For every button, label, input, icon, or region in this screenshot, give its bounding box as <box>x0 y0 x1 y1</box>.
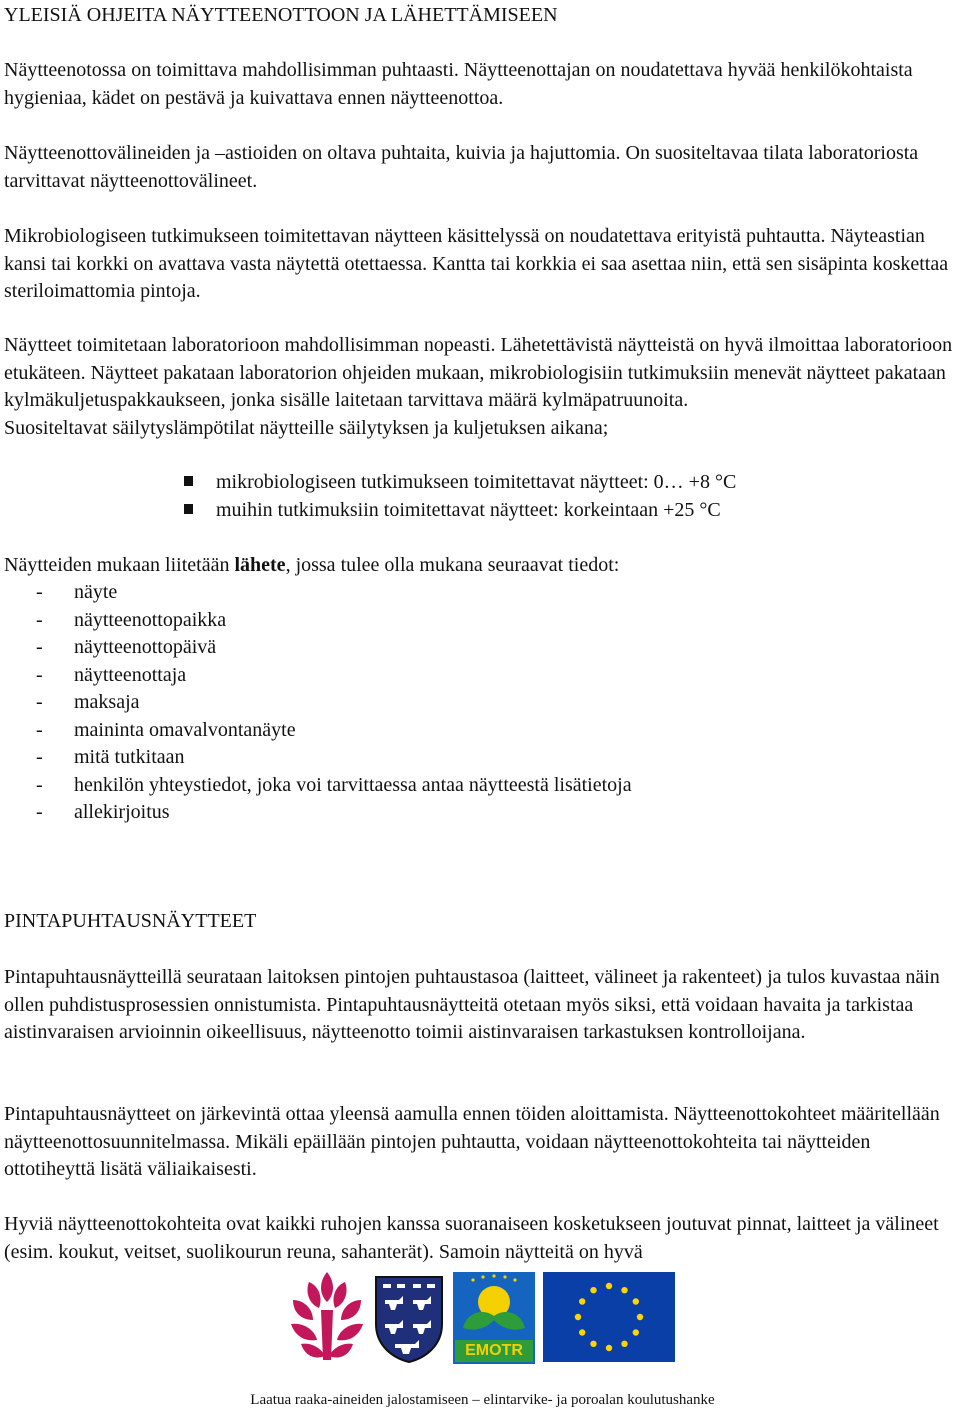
list-item: - henkilön yhteystiedot, joka voi tarvittaessa antaa näytteestä lisätietoja <box>36 773 632 796</box>
list-item-text: näytteenottopaikka <box>74 608 227 631</box>
list-item: mikrobiologiseen tutkimukseen toimitettavat näytteet: 0… +8 °C <box>4 469 958 497</box>
list-item-text: allekirjoitus <box>74 801 170 823</box>
list-item: - näytteenottaja <box>36 663 187 686</box>
list-item: - näytteenottopaikka <box>36 608 227 631</box>
paragraph-equipment: Näytteenottovälineiden ja –astioiden on oltava puhtaita, kuivia ja hajuttomia. On suositeltavaa tilata laboratoriosta tarvittavat näytteenottovälineet. <box>4 142 919 192</box>
referral-list <box>4 579 958 827</box>
paragraph-delivery-text: Näytteet toimitetaan laboratorioon mahdollisimman nopeasti. Lähetettävistä näytteistä on hyvä ilmoittaa laboratorioon etukäteen. Näytteet pakataan laboratorion ohjeiden mukaan, mikrobiologisiin tutkimuksiin menevät näytteet pakataan kylmäkuljetuspakkaukseen, jonka sisälle laitetaan tarvittava määrä kylmäpatruunoita. <box>4 334 953 411</box>
list-item: - maksaja <box>36 691 140 713</box>
list-item: - maininta omavalvontanäyte <box>36 718 296 741</box>
flower-logo <box>287 1268 367 1364</box>
paragraph-microbiology: Mikrobiologiseen tutkimukseen toimitettavan näytteen käsittelyssä on noudatettava erityistä puhtautta. Näyteastian kansi tai korkki on avattava vasta näytettä otettaessa. Kantta tai korkkia ei saa asettaa niin, että sen sisäpinta koskettaa steriloimattomia pintoja. <box>4 225 949 302</box>
list-item-text: maininta omavalvontanäyte <box>74 718 296 741</box>
paragraph-delivery <box>4 332 958 442</box>
footer-text: Laatua raaka-aineiden jalostamiseen – elintarvike- ja poroalan koulutushanke <box>250 1392 715 1408</box>
list-item-text: näyte <box>74 581 118 603</box>
list-item: - näyte <box>36 581 118 603</box>
paragraph-surface-purpose: Pintapuhtausnäytteillä seurataan laitoksen pintojen puhtaustasoa (laitteet, välineet ja rakenteet) ja tulos kuvastaa näin ollen puhdistusprosessien onnistumista. Pintapuhtausnäytteitä otetaan myös siksi, että voidaan havaita ja tarkistaa aistinvaraisen arvioinnin oikeellisuus, näytteenotto toimii aistinvaraisen tarkastuksen kontrolloijana. <box>4 966 940 1043</box>
paragraph-temperatures-intro: Suositeltavat säilytyslämpötilat näytteille säilytyksen ja kuljetuksen aikana; <box>4 416 609 439</box>
eu-flag-logo <box>543 1272 675 1362</box>
list-item-text: näytteenottaja <box>74 663 187 686</box>
paragraph-hygiene: Näytteenotossa on toimittava mahdollisimman puhtaasti. Näytteenottajan on noudatettava hyvää henkilökohtaista hygieniaa, kädet on pestävä ja kuivattava ennen näytteenottoa. <box>4 59 913 109</box>
list-item-text: maksaja <box>74 691 140 713</box>
paragraph-referral <box>4 552 958 580</box>
footer <box>0 1390 960 1410</box>
list-item: muihin tutkimuksiin toimitettavat näytteet: korkeintaan +25 °C <box>4 497 958 525</box>
logo-strip <box>285 1268 960 1368</box>
coat-of-arms-logo <box>373 1274 445 1364</box>
referral-text-after: , jossa tulee olla mukana seuraavat tiedot: <box>285 554 620 576</box>
list-item-text: näytteenottopäivä <box>74 636 217 658</box>
paragraph-surface-targets: Hyviä näytteenottokohteita ovat kaikki ruhojen kanssa suoranaiseen kosketukseen joutuvat pinnat, laitteet ja välineet (esim. koukut, veitset, suolikourun reuna, sahanterät). Samoin näytteitä on hyvä <box>4 1213 939 1263</box>
paragraph-surface-timing: Pintapuhtausnäytteet on järkevintä ottaa yleensä aamulla ennen töiden aloittamista. Näytteenottokohteet määritellään näytteenottosuunnitelmassa. Mikäli epäillään pintojen puhtautta, voidaan näytteenottokohteita tai näytteiden ottotiheyttä lisätä väliaikaisesti. <box>4 1103 940 1180</box>
list-item-text: henkilön yhteystiedot, joka voi tarvittaessa antaa näytteestä lisätietoja <box>74 773 632 796</box>
referral-keyword: lähete <box>234 554 286 576</box>
temperature-list <box>4 469 958 524</box>
list-item-text: mitä tutkitaan <box>74 746 185 768</box>
emotr-label: EMOTR <box>465 1342 523 1359</box>
page-title: YLEISIÄ OHJEITA NÄYTTEENOTTOON JA LÄHETTÄMISEEN <box>4 4 558 26</box>
list-item: - näytteenottopäivä <box>36 636 217 658</box>
referral-text-before: Näytteiden mukaan liitetään <box>4 554 235 576</box>
list-item: - allekirjoitus <box>36 801 170 823</box>
section-title: PINTAPUHTAUSNÄYTTEET <box>4 910 257 932</box>
list-item: - mitä tutkitaan <box>36 746 185 768</box>
